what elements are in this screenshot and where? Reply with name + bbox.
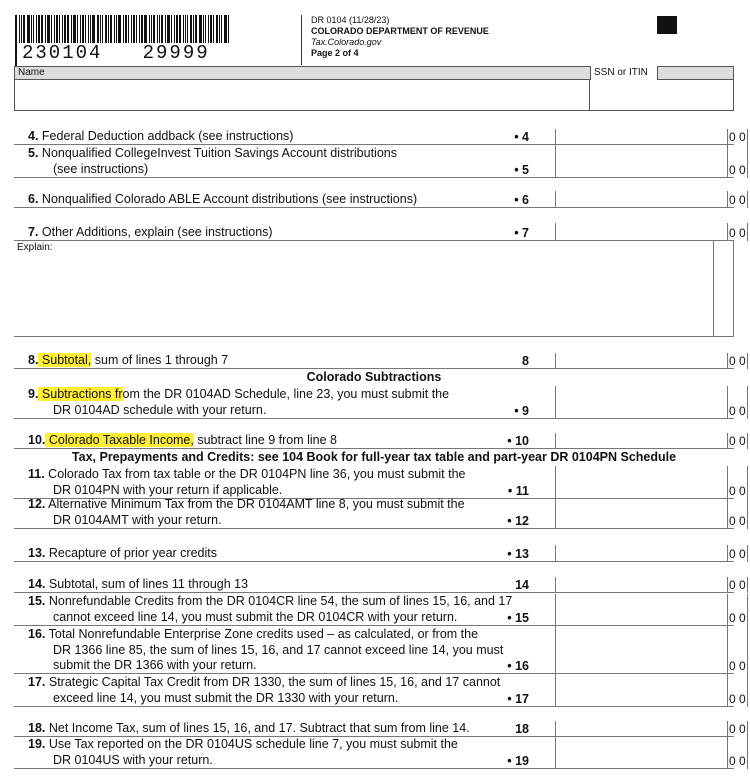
section-colorado-subtractions: Colorado Subtractions [306,370,442,384]
form-line-13 [14,545,746,562]
line-number: 16. [28,627,46,641]
line-description [28,467,548,498]
line-description [28,721,548,737]
cents-field[interactable] [727,674,748,707]
form-line-17 [14,674,746,707]
cents-value: 0 0 [729,611,746,625]
line-text: Strategic Capital Tax Credit from DR 1330, the sum of lines 15, 16, and 17 cannot [45,675,501,689]
line-text-continued: cannot exceed line 14, you must submit the DR 0104CR with your return. [53,609,458,624]
line-text: Nonqualified Colorado ABLE Account distributions (see instructions) [38,192,418,206]
line-description [28,497,548,528]
cents-field[interactable] [727,466,748,499]
line-text: Other Additions, explain (see instructions) [38,225,273,239]
line-description [28,146,548,177]
line-text: Nonqualified CollegeInvest Tuition Savings Account distributions [38,146,397,160]
line-number: 18. [28,721,46,735]
cents-field[interactable] [727,433,748,449]
cents-value: 0 0 [729,354,746,368]
name-field[interactable] [14,80,590,111]
form-line-14 [14,577,746,593]
line-text-continued: DR 0104PN with your return if applicable. [53,482,283,497]
amount-input[interactable] [555,594,727,626]
line-label: • 10 [507,434,529,448]
cents-value: 0 0 [729,193,746,207]
cents-field[interactable] [727,145,748,178]
line-label: • 5 [514,163,529,177]
line-label: 14 [515,578,529,592]
form-id: DR 0104 (11/28/23) [311,15,390,25]
section-tax-prepayments-credits: Tax, Prepayments and Credits: see 104 Book for full-year tax table and part-year DR 0104PN Schedule [71,450,677,464]
amount-input[interactable] [555,466,727,499]
cents-field[interactable] [727,737,748,769]
line-description [28,353,548,369]
line-text: Alternative Minimum Tax from the DR 0104AMT line 8, you must submit the [45,497,465,511]
line-text-continued: DR 0104US with your return. [53,752,213,767]
cents-value: 0 0 [729,130,746,144]
line-label: • 9 [514,404,529,418]
line-number: 8. [28,353,39,367]
cents-value: 0 0 [729,163,746,177]
line-text: Nonrefundable Credits from the DR 0104CR line 54, the sum of lines 15, 16, and 17 [45,594,513,608]
line-label: • 7 [514,226,529,240]
form-line-5 [14,145,746,178]
line-description [28,225,548,241]
form-line-6 [14,191,746,208]
cents-field[interactable] [727,353,748,369]
line-text: Federal Deduction addback (see instructions) [38,129,294,143]
line-label: • 16 [507,659,529,673]
line-description [28,546,548,562]
form-line-15 [14,594,746,626]
amount-input[interactable] [555,129,727,145]
line-number: 19. [28,737,46,751]
amount-input[interactable] [555,737,727,769]
form-line-12 [14,497,746,529]
cents-value: 0 0 [729,547,746,561]
line-text: Net Income Tax, sum of lines 15, 16, and 17. Subtract that sum from line 14. [45,721,470,735]
line-number: 12. [28,497,46,511]
line-description [28,627,548,674]
amount-input[interactable] [555,577,727,593]
header-divider [301,15,302,65]
line-number: 7. [28,225,39,239]
cents-field[interactable] [727,545,748,562]
amount-input[interactable] [555,223,727,241]
ssn-label: SSN or ITIN [594,67,648,78]
line-text-continued: DR 1366 line 85, the sum of lines 15, 16, and 17 cannot exceed line 14, you must [53,642,504,657]
cents-value: 0 0 [729,514,746,528]
cents-field[interactable] [727,498,748,529]
website: Tax.Colorado.gov [311,37,382,47]
cents-value: 0 0 [729,722,746,736]
cents-value: 0 0 [729,226,746,240]
amount-input[interactable] [555,721,727,737]
line-number: 11. [28,467,45,481]
line-text: Subtotal, sum of lines 11 through 13 [45,577,249,591]
cents-field[interactable] [727,191,748,208]
cents-value: 0 0 [729,754,746,768]
line-number: 9. [28,387,39,401]
line-text: om the DR 0104AD Schedule, line 23, you must submit the [122,387,450,401]
form-line-16 [14,625,746,674]
amount-input[interactable] [555,545,727,562]
line-label: • 6 [514,193,529,207]
highlighted-text: Colorado Taxable Income, [45,433,194,447]
form-line-7 [14,223,746,241]
cents-field[interactable] [727,129,748,145]
line-number: 15. [28,594,46,608]
line-description [28,129,548,145]
explain-label: Explain: [17,242,53,253]
cents-field[interactable] [727,625,748,674]
explain-textarea[interactable] [14,241,734,337]
highlighted-text: Subtotal, [38,353,92,367]
amount-input[interactable] [555,625,727,674]
line-label: 18 [515,722,529,736]
line-text: Total Nonrefundable Enterprise Zone credits used – as calculated, or from the [45,627,479,641]
line-number: 4. [28,129,39,143]
line-label: • 15 [507,611,529,625]
amount-input[interactable] [555,145,727,178]
line-text: sum of lines 1 through 7 [91,353,229,367]
form-line-18 [14,721,746,737]
cents-field[interactable] [727,594,748,626]
form-line-19 [14,737,746,769]
line-description [28,387,548,418]
line-text-continued: DR 0104AMT with your return. [53,512,222,527]
form-line-11 [14,466,746,499]
line-label: • 17 [507,692,529,706]
cents-field[interactable] [727,386,748,419]
line-label: • 19 [507,754,529,768]
line-text: Recapture of prior year credits [45,546,217,560]
line-text: Use Tax reported on the DR 0104US schedule line 7, you must submit the [45,737,458,751]
ssn-field[interactable] [590,80,734,111]
line-description [28,737,548,768]
line-number: 10. [28,433,46,447]
form-line-10 [14,433,746,449]
form-line-8 [14,353,746,369]
highlighted-text: Subtractions fr [38,387,123,401]
amount-input[interactable] [555,386,727,419]
line-text: Colorado Tax from tax table or the DR 0104PN line 36, you must submit the [44,467,466,481]
line-description [28,192,548,208]
line-description [28,675,548,706]
line-label: • 11 [507,484,529,498]
line-text: subtract line 9 from line 8 [193,433,337,447]
line-description [28,577,548,593]
corner-mark [657,16,677,34]
amount-input[interactable] [555,433,727,449]
cents-value: 0 0 [729,659,746,673]
cents-value: 0 0 [729,692,746,706]
cents-value: 0 0 [729,578,746,592]
line-label: • 13 [507,547,529,561]
line-text-continued: exceed line 14, you must submit the DR 1330 with your return. [53,690,399,705]
page-number: Page 2 of 4 [311,48,359,58]
cents-value: 0 0 [729,434,746,448]
cents-field[interactable] [727,577,748,593]
form-line-4 [14,129,746,145]
cents-value: 0 0 [729,484,746,498]
amount-input[interactable] [555,674,727,707]
amount-input[interactable] [555,498,727,529]
name-label: Name [18,67,45,78]
cents-field[interactable] [727,223,748,241]
amount-input[interactable] [555,353,727,369]
line-number: 14. [28,577,46,591]
line-number: 17. [28,675,46,689]
cents-field[interactable] [727,721,748,737]
line-text-continued: (see instructions) [53,161,149,176]
barcode [15,15,233,43]
amount-input[interactable] [555,191,727,208]
cents-value: 0 0 [729,404,746,418]
line-description [28,433,548,449]
department-name: COLORADO DEPARTMENT OF REVENUE [311,26,489,36]
line-number: 6. [28,192,39,206]
line-number: 5. [28,146,39,160]
line-description [28,594,548,625]
line-text-continued: DR 0104AD schedule with your return. [53,402,267,417]
form-line-9 [14,386,746,419]
line-label: 8 [522,354,529,368]
barcode-number: 230104 29999 [22,42,210,64]
line-label: • 4 [514,130,529,144]
line-label: • 12 [507,514,529,528]
line-text-continued: submit the DR 1366 with your return. [53,658,257,672]
line-number: 13. [28,546,46,560]
